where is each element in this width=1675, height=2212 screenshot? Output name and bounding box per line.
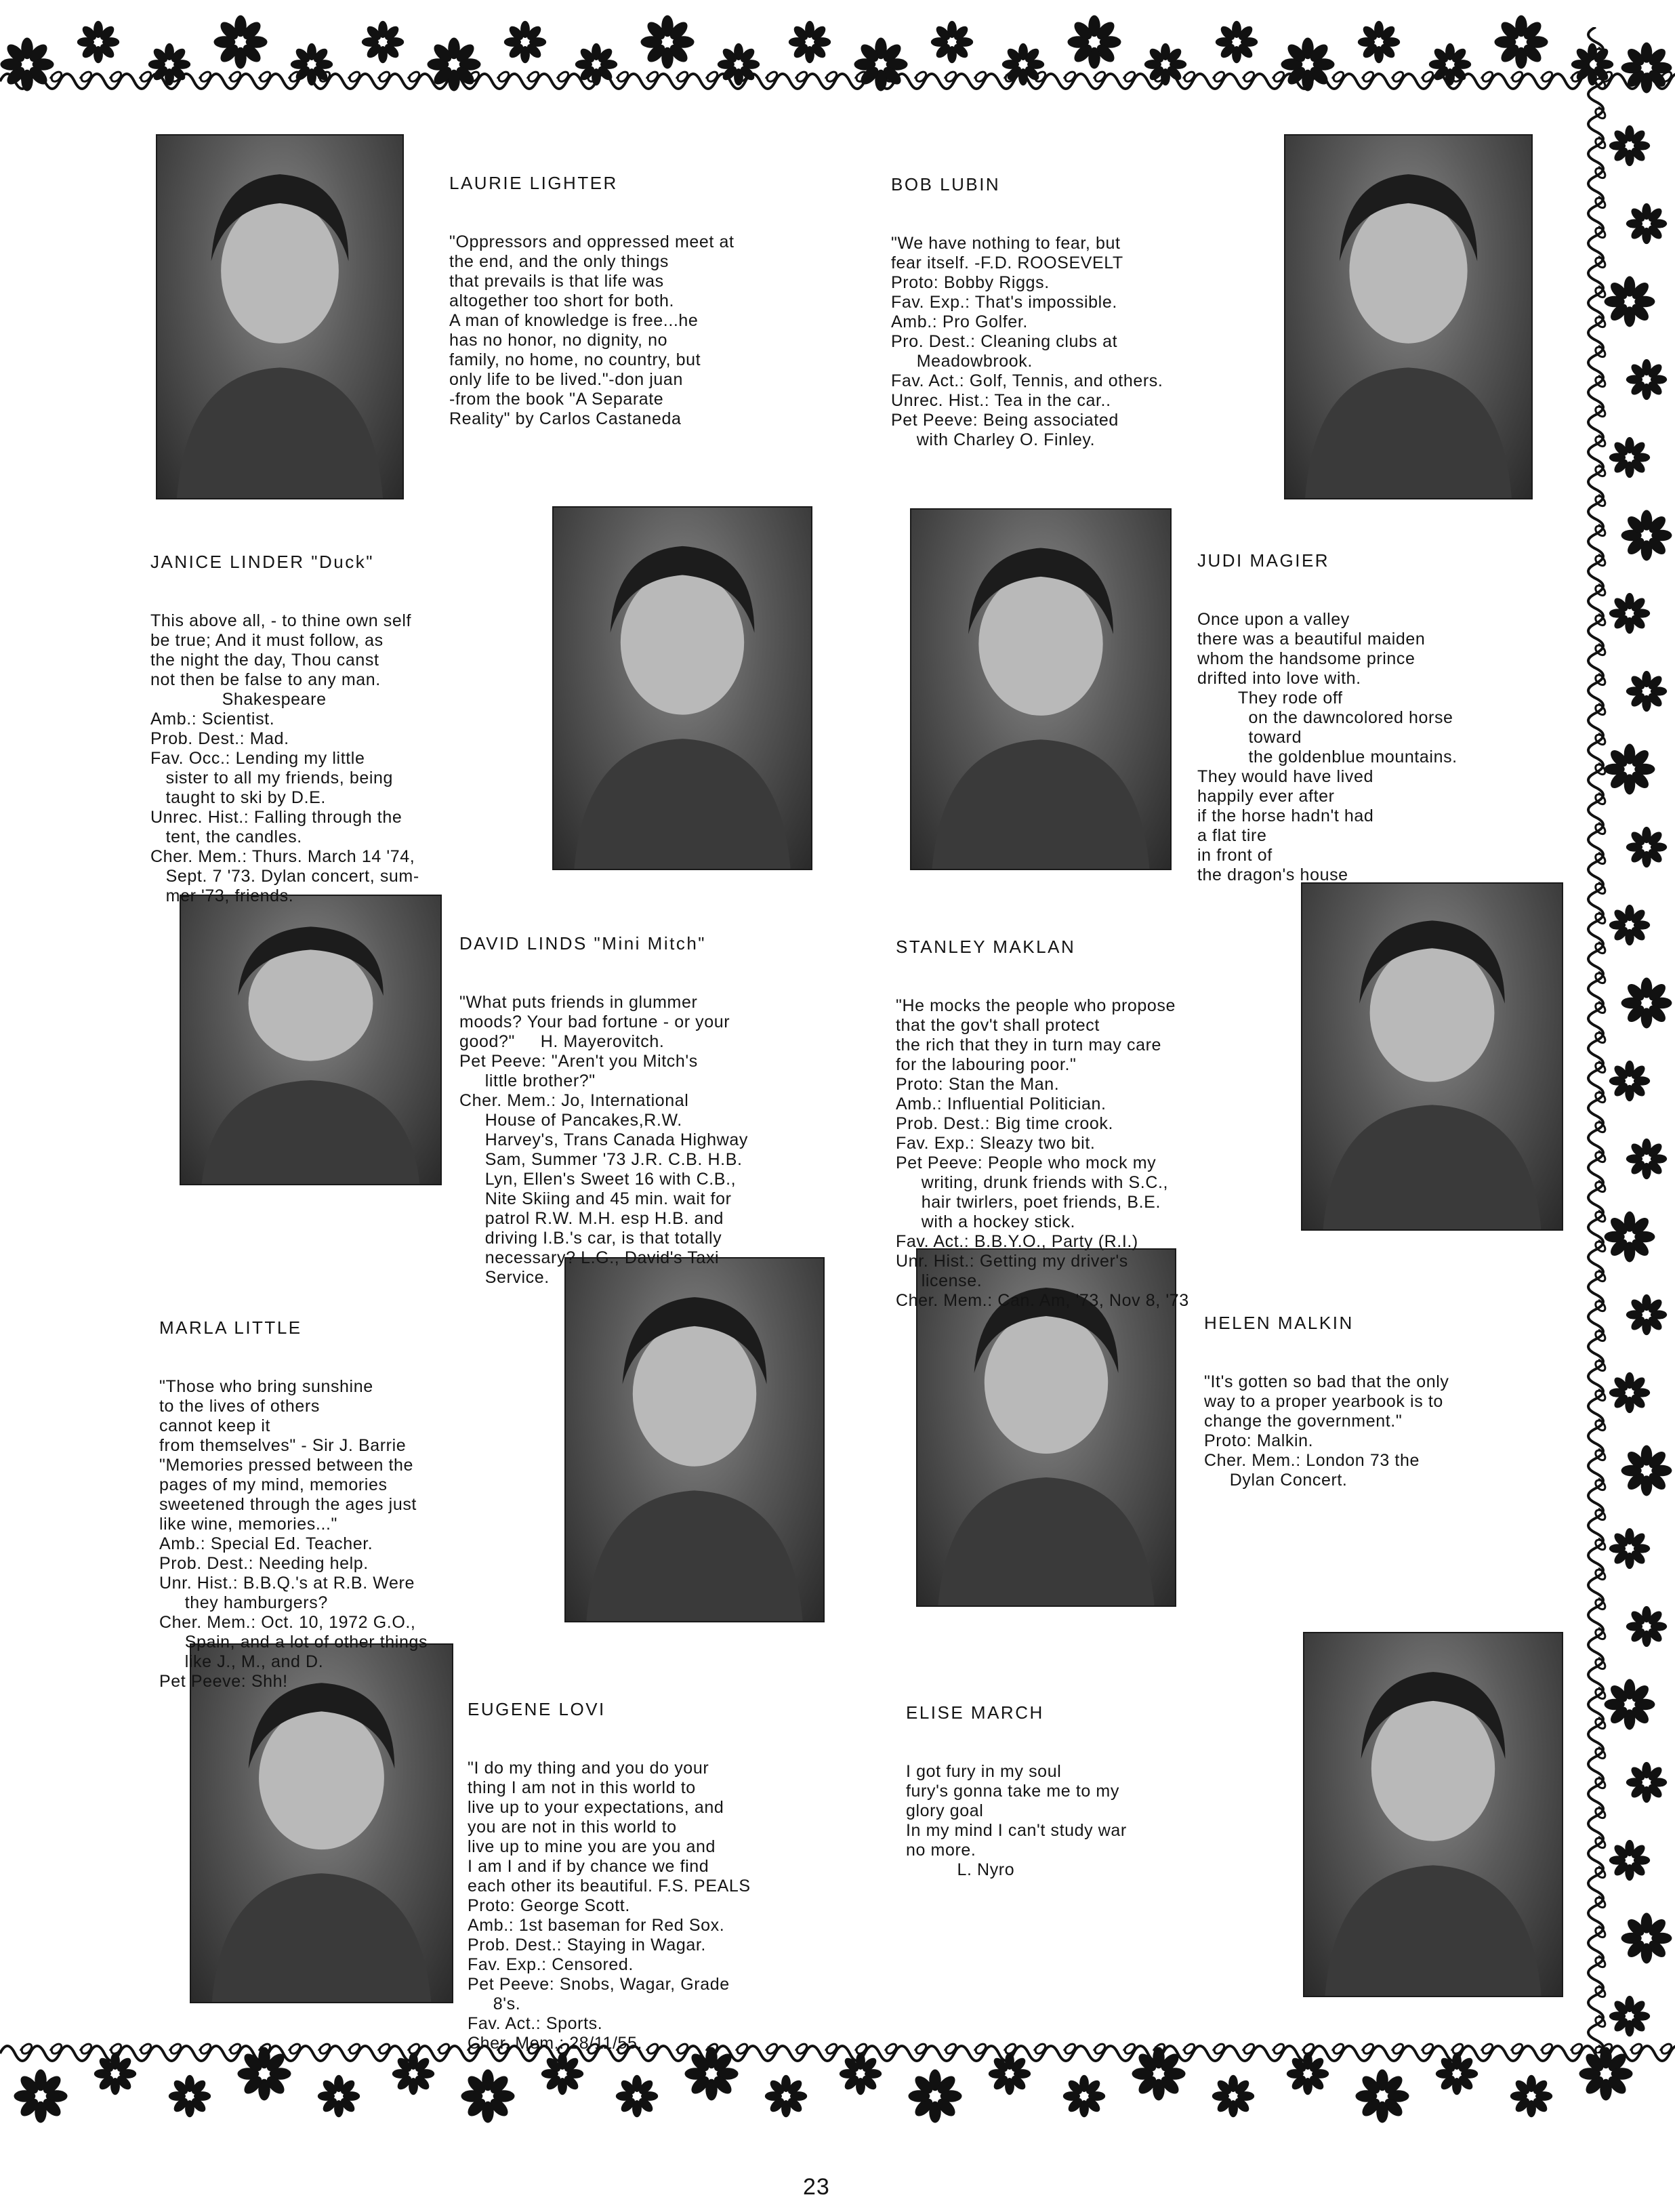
page-number: 23 bbox=[803, 2174, 830, 2200]
daisy-chain-icon bbox=[0, 2016, 1675, 2131]
entry-laurie-lighter bbox=[449, 134, 735, 449]
entry-janice-linder bbox=[150, 513, 419, 926]
daisy-chain-icon bbox=[0, 0, 1675, 112]
entry-stanley-maklan bbox=[896, 898, 1189, 1330]
daisy-chain-icon bbox=[1575, 27, 1675, 2053]
portrait-silhouette-icon bbox=[157, 136, 402, 498]
student-name: DAVID LINDS "Mini Mitch" bbox=[459, 933, 707, 954]
portrait-silhouette-icon bbox=[1304, 1633, 1562, 1996]
portrait-photo-laurie-lighter bbox=[156, 134, 404, 499]
student-quote: "He mocks the people who propose that the gov't shall protect the rich that they in turn may care for the labouring poor." Proto: Stan the Man. Amb.: Influential Politician. Prob. Dest.: Big time crook. Fav. Exp.: Sleazy two bit. Pet Peeve: People who mock my writing, drunk friends with S.C., hair twirlers, poet friends, B.E. with a hockey stick. Fav. Act.: B.B.Y.O., Party (R.I.) Unr. Hist.: Getting my driver's license. Cher. Mem.: Can. Am, '73, Nov 8, '73 bbox=[896, 996, 1189, 1310]
floral-border-top bbox=[0, 0, 1675, 112]
student-quote: "We have nothing to fear, but fear itself. -F.D. ROOSEVELT Proto: Bobby Riggs. Fav. Exp.: That's impossible. Amb.: Pro Golfer. Pro. Dest.: Cleaning clubs at Meadowbrook. Fav. Act.: Golf, Tennis, and others. Unrec. Hist.: Tea in the car.. Pet Peeve: Being associated with Charley O. Finley. bbox=[891, 234, 1163, 449]
portrait-silhouette-icon bbox=[1302, 884, 1562, 1229]
portrait-silhouette-icon bbox=[181, 896, 440, 1184]
student-quote: "Those who bring sunshine to the lives of others cannot keep it from themselves" - Sir J. Barrie "Memories pressed between the pages of my mind, memories sweetened through the ages just like wine, memories..." Amb.: Special Ed. Teacher. Prob. Dest.: Needing help. Unr. Hist.: B.B.Q.'s at R.B. Were they hamburgers? Cher. Mem.: Oct. 10, 1972 G.O., Spain, and a lot of other things like J., M., and D. Pet Peeve: Shh! bbox=[159, 1377, 428, 1691]
student-quote: I got fury in my soul fury's gonna take me to my glory goal In my mind I can't study war no more. L. Nyro bbox=[906, 1762, 1127, 1879]
student-quote: "It's gotten so bad that the only way to a proper yearbook is to change the government." Proto: Malkin. Cher. Mem.: London 73 the Dylan Concert. bbox=[1204, 1372, 1449, 1490]
student-name: HELEN MALKIN bbox=[1204, 1313, 1354, 1333]
portrait-photo-stanley-maklan bbox=[1301, 882, 1563, 1231]
portrait-photo-elise-march bbox=[1303, 1632, 1563, 1997]
portrait-photo-marla-little bbox=[564, 1257, 825, 1622]
student-quote: "What puts friends in glummer moods? Your bad fortune - or your good?" H. Mayerovitch. Pet Peeve: "Aren't you Mitch's little brother?" Cher. Mem.: Jo, International House of Pancakes,R.W. Harvey's, Trans Canada Highway Sam, Summer '73 J.R. C.B. H.B. Lyn, Ellen's Sweet 16 with C.B., Nite Skiing and 45 min. wait for patrol R.W. M.H. esp H.B. and driving I.B.'s car, is that totally necessary? L.G., David's Taxi Service. bbox=[459, 993, 748, 1287]
entry-eugene-lovi bbox=[468, 1660, 751, 2073]
student-name: EUGENE LOVI bbox=[468, 1699, 606, 1719]
entry-helen-malkin bbox=[1204, 1274, 1449, 1510]
student-name: JANICE LINDER "Duck" bbox=[150, 552, 374, 572]
student-name: STANLEY MAKLAN bbox=[896, 937, 1076, 957]
floral-border-bottom bbox=[0, 2016, 1675, 2131]
entry-elise-march bbox=[906, 1664, 1127, 1900]
student-quote: This above all, - to thine own self be true; And it must follow, as the night the day, Thou canst not then be false to any man. Shakespeare Amb.: Scientist. Prob. Dest.: Mad. Fav. Occ.: Lending my little sister to all my friends, being taught to ski by D.E. Unrec. Hist.: Falling through the tent, the candles. Cher. Mem.: Thurs. March 14 '74, Sept. 7 '73. Dylan concert, sum- mer '73, friends. bbox=[150, 611, 419, 905]
student-quote: Once upon a valley there was a beautiful maiden whom the handsome prince drifted into love with. They rode off on the dawncolored horse toward the goldenblue mountains. They would have lived happily ever after if the horse hadn't had a flat tire in front of the dragon's house bbox=[1197, 610, 1457, 884]
entry-judi-magier bbox=[1197, 512, 1457, 905]
student-name: BOB LUBIN bbox=[891, 174, 1001, 194]
entry-david-linds bbox=[459, 895, 748, 1307]
student-name: ELISE MARCH bbox=[906, 1702, 1044, 1723]
portrait-silhouette-icon bbox=[554, 508, 811, 869]
portrait-photo-judi-magier bbox=[910, 508, 1172, 870]
portrait-photo-janice-linder bbox=[552, 506, 812, 870]
entry-bob-lubin bbox=[891, 136, 1163, 470]
floral-border-right bbox=[1575, 27, 1675, 2053]
portrait-silhouette-icon bbox=[1285, 136, 1531, 498]
student-name: MARLA LITTLE bbox=[159, 1317, 302, 1338]
student-quote: "Oppressors and oppressed meet at the end, and the only things that prevails is that life was altogether too short for both. A man of knowledge is free...he has no honor, no dignity, no family, no home, no country, but only life to be lived."-don juan -from the book "A Separate Reality" by Carlos Castaneda bbox=[449, 232, 735, 428]
student-name: JUDI MAGIER bbox=[1197, 550, 1330, 571]
portrait-photo-david-linds bbox=[180, 895, 442, 1185]
portrait-silhouette-icon bbox=[566, 1258, 823, 1621]
entry-marla-little bbox=[159, 1279, 428, 1711]
student-name: LAURIE LIGHTER bbox=[449, 173, 618, 193]
portrait-silhouette-icon bbox=[911, 510, 1170, 869]
portrait-photo-bob-lubin bbox=[1284, 134, 1533, 499]
student-quote: "I do my thing and you do your thing I am not in this world to live up to your expectations, and you are not in this world to live up to mine you are you and I am I and if by chance we find each other its beautiful. F.S. PEALS Proto: George Scott. Amb.: 1st baseman for Red Sox. Prob. Dest.: Staying in Wagar. Fav. Exp.: Censored. Pet Peeve: Snobs, Wagar, Grade 8's. Fav. Act.: Sports. Cher. Mem.: 28/11/55. bbox=[468, 1759, 751, 2053]
